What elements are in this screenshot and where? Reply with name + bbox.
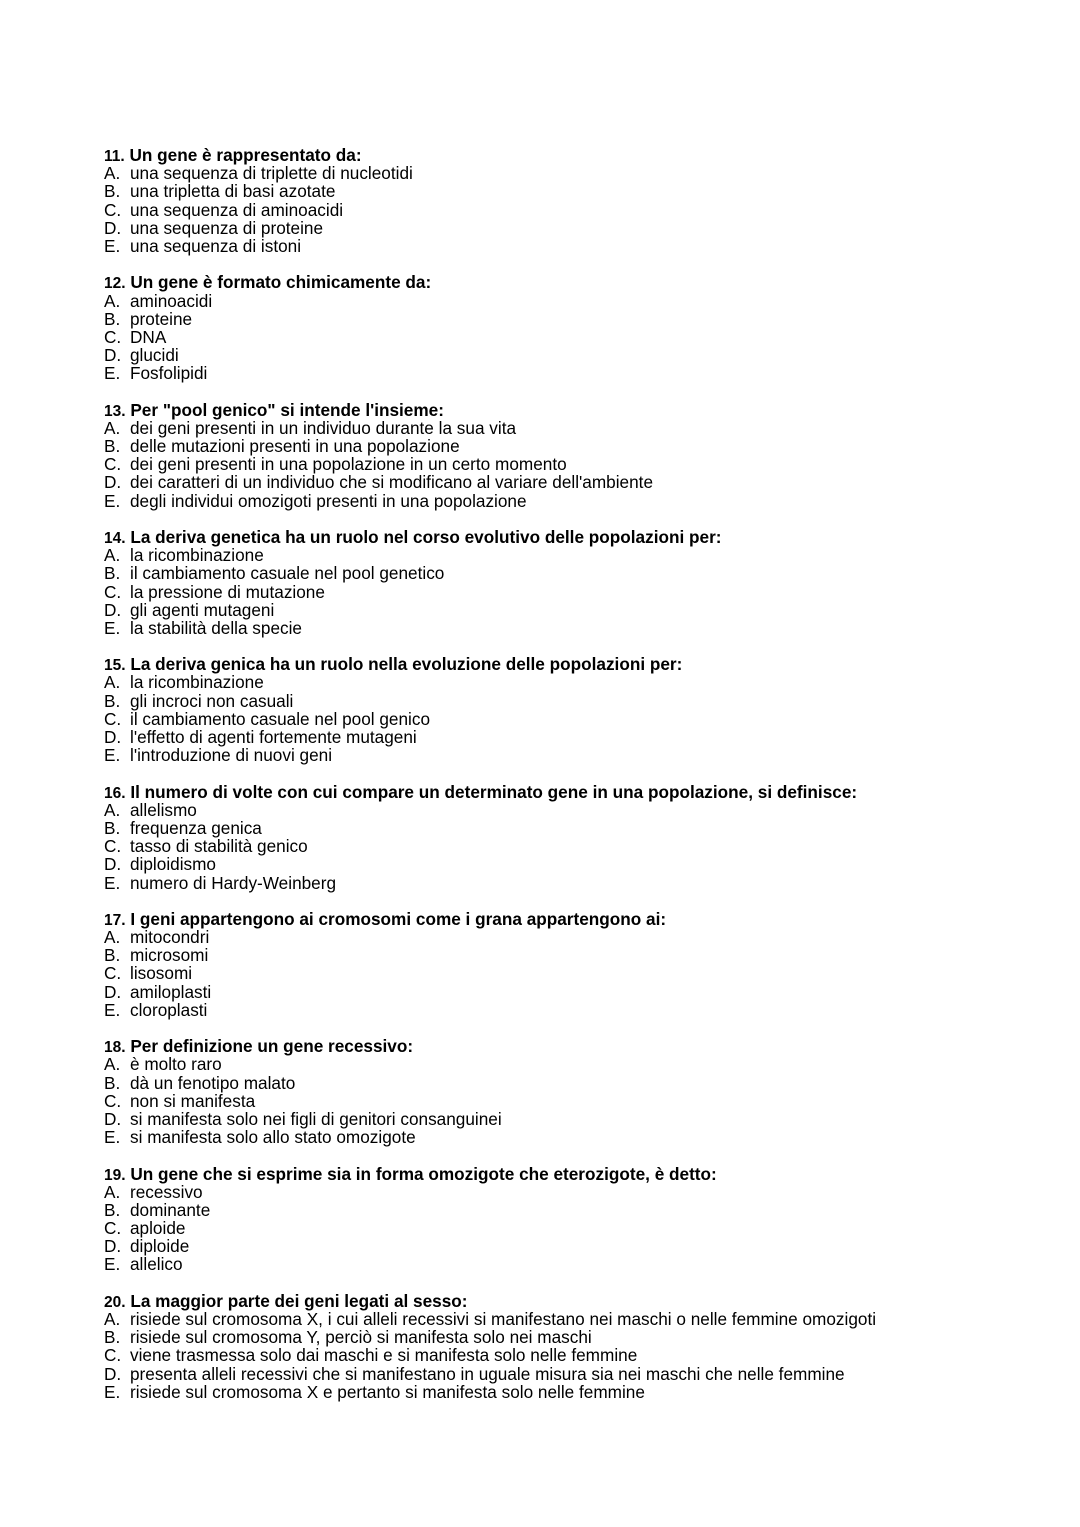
option-letter: C. — [104, 581, 122, 602]
answer-option-b — [104, 310, 1054, 328]
answer-option-d — [104, 983, 1054, 1001]
option-letter: D. — [104, 217, 122, 238]
option-text: la ricombinazione — [130, 545, 264, 566]
answer-option-c — [104, 1092, 1054, 1110]
answer-option-b — [104, 1074, 1054, 1092]
option-text: allelico — [130, 1254, 183, 1275]
option-text: dei caratteri di un individuo che si modificano al variare dell'ambiente — [130, 472, 654, 493]
answer-option-d — [104, 601, 1054, 619]
option-letter: E. — [104, 745, 121, 766]
option-letter: B. — [104, 1072, 121, 1093]
option-text: non si manifesta — [130, 1090, 256, 1111]
question-stem — [104, 1037, 1054, 1055]
answer-option-e — [104, 1383, 1054, 1401]
answer-option-e — [104, 492, 1054, 510]
option-text: lisosomi — [130, 963, 193, 984]
question-text: I geni appartengono ai cromosomi come i grana appartengono ai: — [130, 908, 667, 929]
question-text: Il numero di volte con cui compare un determinato gene in una popolazione, si definisce: — [130, 781, 858, 802]
option-text: viene trasmessa solo dai maschi e si manifesta solo nelle femmine — [130, 1345, 638, 1366]
question-text: Per "pool genico" si intende l'insieme: — [130, 399, 444, 420]
option-text: risiede sul cromosoma X e pertanto si manifesta solo nelle femmine — [130, 1381, 645, 1402]
answer-option-b — [104, 182, 1054, 200]
answer-option-c — [104, 837, 1054, 855]
answer-option-d — [104, 1110, 1054, 1128]
question-stem — [104, 273, 1054, 291]
question-text: Un gene è formato chimicamente da: — [130, 272, 432, 293]
option-text: risiede sul cromosoma X, i cui alleli recessivi si manifestano nei maschi o nelle femmine omozigoti — [130, 1309, 877, 1329]
option-text: il cambiamento casuale nel pool genetico — [130, 563, 445, 584]
answer-option-d — [104, 219, 1054, 237]
option-text: DNA — [130, 326, 167, 347]
answer-option-d — [104, 1365, 1054, 1383]
option-text: la ricombinazione — [130, 672, 264, 693]
option-letter: B. — [104, 308, 121, 329]
question-stem — [104, 401, 1054, 419]
question-11 — [104, 146, 1054, 255]
option-text: il cambiamento casuale nel pool genico — [130, 708, 431, 729]
answer-option-a — [104, 1183, 1054, 1201]
answer-option-a — [104, 419, 1054, 437]
option-letter: B. — [104, 945, 121, 966]
answer-option-a — [104, 801, 1054, 819]
option-letter: D. — [104, 345, 122, 366]
answer-option-a — [104, 546, 1054, 564]
question-number: 11. — [104, 148, 125, 165]
option-letter: C. — [104, 836, 122, 857]
option-letter: B. — [104, 563, 121, 584]
option-text: proteine — [130, 308, 193, 329]
option-text: gli agenti mutageni — [130, 599, 275, 620]
question-stem — [104, 146, 1054, 164]
option-letter: E. — [104, 1127, 121, 1148]
option-text: dei geni presenti in un individuo durante la sua vita — [130, 417, 517, 438]
question-stem — [104, 783, 1054, 801]
option-text: Fosfolipidi — [130, 363, 208, 384]
option-text: l'introduzione di nuovi geni — [130, 745, 333, 766]
question-number: 18. — [104, 1039, 126, 1057]
option-letter: E. — [104, 1381, 121, 1402]
answer-option-e — [104, 746, 1054, 764]
answer-option-c — [104, 201, 1054, 219]
question-number: 17. — [104, 911, 126, 929]
question-17 — [104, 910, 1054, 1019]
option-text: risiede sul cromosoma Y, perciò si manifesta solo nei maschi — [130, 1327, 592, 1348]
option-letter: A. — [104, 927, 121, 948]
question-text: Un gene è rappresentato da: — [129, 145, 362, 165]
option-letter: A. — [104, 417, 121, 438]
question-number: 19. — [104, 1166, 126, 1184]
answer-option-b — [104, 1328, 1054, 1346]
answer-option-e — [104, 1255, 1054, 1273]
answer-option-b — [104, 692, 1054, 710]
answer-option-e — [104, 619, 1054, 637]
question-text: La deriva genetica ha un ruolo nel corso evolutivo delle popolazioni per: — [130, 526, 722, 547]
option-letter: C. — [104, 708, 122, 729]
answer-option-b — [104, 946, 1054, 964]
answer-option-b — [104, 437, 1054, 455]
option-letter: B. — [104, 1327, 121, 1348]
option-text: si manifesta solo nei figli di genitori consanguinei — [130, 1108, 502, 1129]
question-number: 16. — [104, 784, 126, 802]
question-18 — [104, 1037, 1054, 1146]
option-text: dominante — [130, 1199, 211, 1220]
question-text: Per definizione un gene recessivo: — [130, 1036, 414, 1057]
option-text: delle mutazioni presenti in una popolazione — [130, 436, 460, 456]
answer-option-e — [104, 874, 1054, 892]
question-12 — [104, 273, 1054, 382]
answer-option-a — [104, 164, 1054, 182]
option-text: recessivo — [130, 1181, 203, 1202]
option-text: diploide — [130, 1236, 190, 1257]
question-stem — [104, 1165, 1054, 1183]
option-text: degli individui omozigoti presenti in una popolazione — [130, 490, 527, 511]
answer-option-b — [104, 819, 1054, 837]
option-letter: A. — [104, 545, 121, 566]
question-16 — [104, 783, 1054, 892]
answer-option-a — [104, 673, 1054, 691]
option-text: gli incroci non casuali — [130, 690, 294, 711]
option-text: la pressione di mutazione — [130, 581, 325, 602]
option-text: dei geni presenti in una popolazione in un certo momento — [130, 454, 567, 475]
option-text: amiloplasti — [130, 981, 212, 1002]
option-letter: D. — [104, 727, 122, 747]
answer-option-d — [104, 346, 1054, 364]
option-letter: E. — [104, 363, 121, 384]
option-letter: B. — [104, 181, 121, 202]
option-text: l'effetto di agenti fortemente mutageni — [130, 727, 417, 747]
option-letter: B. — [104, 1199, 121, 1220]
option-text: allelismo — [130, 799, 197, 820]
option-text: una sequenza di triplette di nucleotidi — [130, 163, 413, 184]
option-letter: A. — [104, 799, 121, 820]
answer-option-c — [104, 455, 1054, 473]
option-letter: D. — [104, 599, 122, 620]
answer-option-a — [104, 928, 1054, 946]
answer-option-c — [104, 964, 1054, 982]
option-text: glucidi — [130, 345, 179, 366]
option-letter: C. — [104, 326, 122, 347]
option-letter: D. — [104, 1236, 122, 1257]
question-number: 13. — [104, 402, 126, 420]
option-letter: A. — [104, 1181, 121, 1202]
option-text: la stabilità della specie — [130, 617, 302, 638]
option-letter: E. — [104, 872, 121, 893]
question-stem — [104, 1292, 1054, 1310]
option-text: una sequenza di proteine — [130, 217, 324, 238]
option-letter: A. — [104, 1054, 121, 1075]
option-text: frequenza genica — [130, 817, 262, 838]
answer-option-c — [104, 328, 1054, 346]
option-text: una tripletta di basi azotate — [130, 181, 336, 202]
question-stem — [104, 528, 1054, 546]
question-14 — [104, 528, 1054, 637]
option-letter: A. — [104, 163, 121, 184]
option-letter: C. — [104, 454, 122, 475]
question-stem — [104, 910, 1054, 928]
option-text: una sequenza di istoni — [130, 235, 302, 256]
option-letter: D. — [104, 854, 122, 875]
question-13 — [104, 401, 1054, 510]
answer-option-c — [104, 710, 1054, 728]
option-letter: D. — [104, 1108, 122, 1129]
option-text: tasso di stabilità genico — [130, 836, 308, 857]
answer-option-a — [104, 292, 1054, 310]
option-text: aminoacidi — [130, 290, 213, 311]
option-text: numero di Hardy-Weinberg — [130, 872, 337, 893]
question-15 — [104, 655, 1054, 764]
question-list — [104, 146, 1054, 1419]
option-letter: E. — [104, 490, 121, 511]
answer-option-a — [104, 1310, 1054, 1328]
option-letter: C. — [104, 199, 122, 220]
option-letter: C. — [104, 1218, 122, 1239]
answer-option-e — [104, 1128, 1054, 1146]
answer-option-e — [104, 364, 1054, 382]
option-text: si manifesta solo allo stato omozigote — [130, 1127, 416, 1148]
question-20 — [104, 1292, 1054, 1401]
option-letter: E. — [104, 617, 121, 638]
option-letter: C. — [104, 1345, 122, 1366]
question-number: 12. — [104, 275, 126, 293]
question-stem — [104, 655, 1054, 673]
option-letter: A. — [104, 290, 121, 311]
question-number: 14. — [104, 529, 126, 547]
option-letter: B. — [104, 436, 121, 456]
option-letter: D. — [104, 472, 122, 493]
answer-option-e — [104, 237, 1054, 255]
option-text: aploide — [130, 1218, 186, 1239]
answer-option-b — [104, 1201, 1054, 1219]
question-text: La maggior parte dei geni legati al sesso: — [130, 1290, 468, 1311]
question-number: 20. — [104, 1293, 126, 1311]
answer-option-c — [104, 583, 1054, 601]
option-text: mitocondri — [130, 927, 210, 948]
option-letter: E. — [104, 1254, 121, 1275]
option-text: cloroplasti — [130, 999, 208, 1020]
option-text: è molto raro — [130, 1054, 222, 1075]
option-letter: A. — [104, 672, 121, 693]
question-text: Un gene che si esprime sia in forma omozigote che eterozigote, è detto: — [130, 1163, 717, 1184]
answer-option-d — [104, 1237, 1054, 1255]
question-19 — [104, 1165, 1054, 1274]
answer-option-d — [104, 855, 1054, 873]
answer-option-b — [104, 564, 1054, 582]
question-number: 15. — [104, 657, 126, 675]
answer-option-e — [104, 1001, 1054, 1019]
answer-option-d — [104, 473, 1054, 491]
answer-option-a — [104, 1055, 1054, 1073]
option-letter: C. — [104, 963, 122, 984]
option-letter: D. — [104, 1363, 122, 1384]
option-letter: D. — [104, 981, 122, 1002]
option-text: microsomi — [130, 945, 209, 966]
answer-option-c — [104, 1219, 1054, 1237]
option-text: presenta alleli recessivi che si manifestano in uguale misura sia nei maschi che nelle femmine — [130, 1363, 845, 1384]
option-text: dà un fenotipo malato — [130, 1072, 296, 1093]
option-letter: B. — [104, 690, 121, 711]
answer-option-c — [104, 1346, 1054, 1364]
option-letter: E. — [104, 999, 121, 1020]
answer-option-d — [104, 728, 1054, 746]
option-letter: E. — [104, 235, 121, 256]
option-text: diploidismo — [130, 854, 216, 875]
question-text: La deriva genica ha un ruolo nella evoluzione delle popolazioni per: — [130, 654, 683, 675]
option-letter: B. — [104, 817, 121, 838]
option-letter: C. — [104, 1090, 122, 1111]
option-letter: A. — [104, 1309, 121, 1329]
option-text: una sequenza di aminoacidi — [130, 199, 344, 220]
